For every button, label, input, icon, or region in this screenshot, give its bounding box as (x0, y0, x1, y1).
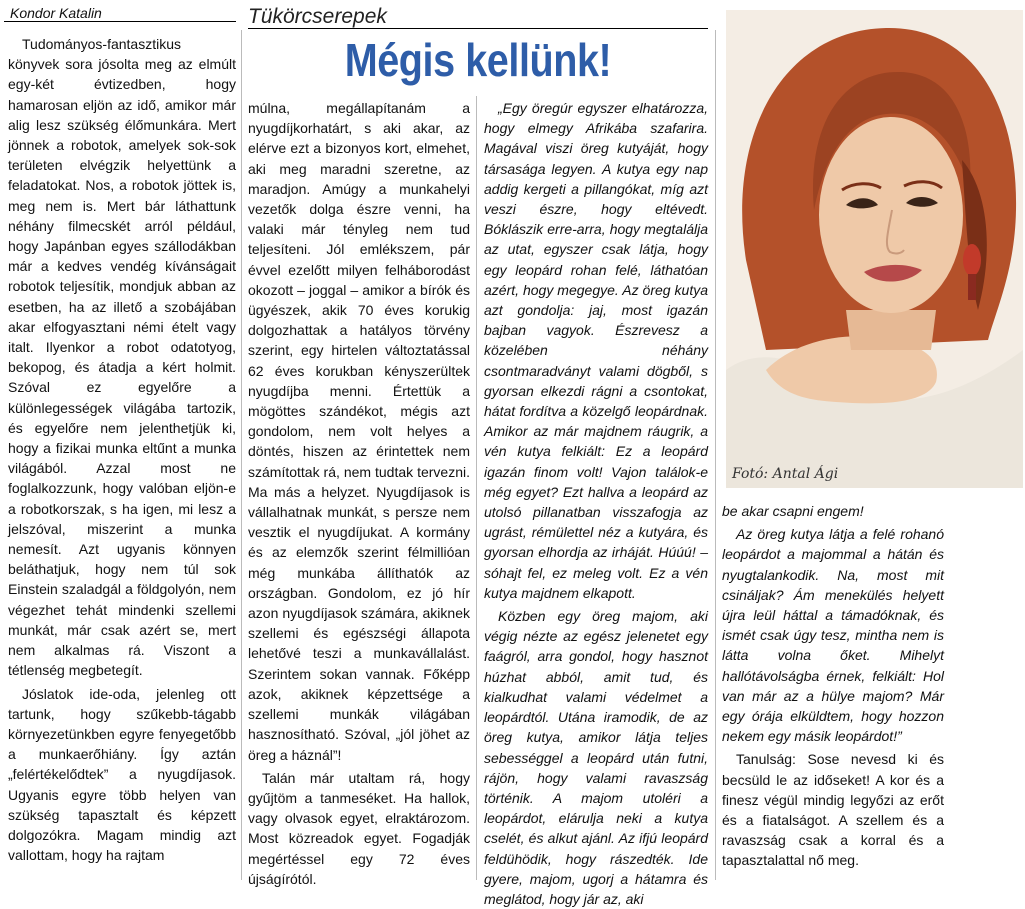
paragraph: Az öreg kutya látja a felé rohanó leopárdot a majommal a hátán és nyugtalankodik. Na, most mit csináljak? Ám menekülés helyett újra leül háttal a támadóknak, és ismét csak úgy tesz, mintha nem is látta volna őket. Mihelyt hallótávolságba érnek, felkiált: Hol van már az a hülye majom? Már egy órája elküldtem, hogy hozzon nekem egy másik leopárdot!” (722, 526, 944, 745)
column-rubric: Tükörcserepek (248, 4, 708, 29)
paragraph: be akar csapni engem! (722, 503, 864, 519)
paragraph: „Egy öregúr egyszer elhatározza, hogy elmegy Afrikába szafarira. Magával viszi öreg kutyáját, hogy társasága legyen. A kutya egy nap addig kergeti a pillangókat, míg azt veszi észre, hogy eltévedt. Bóklászik erre-arra, hogy megtalálja az utat, egyszer csak látja, hogy egy leopárd rohan felé, láthatóan azért, hogy megegye. Az öreg kutya azt gondolja: jaj, most igazán bajban vagyok. Észrevesz a közelében néhány csontmaradványt valami dögből, s gyorsan elkezdi rágni a csontokat, hátat fordítva a közelgő leopárdnak. Amikor az már majdnem ráugrik, a vén kutya felkiált: Ez a leopárd igazán finom volt! Vajon találok-e még egyet? Ezt hallva a leopárd az utolsó pillanatban visszafogja az ugrást, rémülettel néz a kutyára, és gyorsan elhordja az irháját. Húúú! – sóhajt fel, ez meleg volt. Ez a vén kutya majdnem elkapott. (484, 100, 708, 601)
author-byline: Kondor Katalin (4, 4, 236, 22)
column-separator (715, 30, 716, 880)
paragraph: Tudományos-fantasztikus könyvek sora jósolta meg az elmúlt egy-két évtizedben, hogy hamarosan eljön az idő, amikor már alig lesz szükség élőmunkára. Mert jönnek a robotok, amelyek sok-sok területen elvégzik helyettünk a feladatokat. Nos, a robotok jöttek is, meg nem is. Mert bár láthattunk néhány filmecskét arról például, hogy Japánban egyes szállodákban már a kedves vendég kívánságait robotok teljesítik, mondjuk abban az esetben, ha az illető a szobájában akar elfogyasztani némi ételt vagy italt. Ilyenkor a robot odatotyog, bekopog, és átadja a kért holmit. Szóval ez egyelőre a különlegességek világába tartozik, és egyelőre nem jelenthetjük ki, hogy a fizikai munka eltűnt a munka világából. Azzal most ne foglalkozzunk, hogy valóban eljön-e a robotkorszak, s ha igen, mi lesz a jelszóval, miszerint a munka nemesít. Azt ugyanis könnyen beláthatjuk, hogy nem túl sok Einstein szaladgál a földgolyón, nem végezhet tehát mindenki szellemi munkát, már csak azért se, mert nem alkalmas rá. Viszont a tétlenség megbetegít. (8, 36, 236, 679)
column-separator (241, 30, 242, 880)
article-column-3 (484, 98, 708, 909)
paragraph: Közben egy öreg majom, aki végig nézte az egész jelenetet egy faágról, arra gondol, hogy hasznot húzhat abból, amit tud, és kialkudhat valami védelmet a leopárdtól. Utána iramodik, de az öreg kutya, amikor látja teljes sebességgel a leopárd után futni, rájön, hogy valami ravaszság történik. A majom utoléri a leopárdot, elárulja neki a kutya cselét, és alkut ajánl. Az ifjú leopárd feldühödik, hogy rászedték. Ide gyere, majom, ugorj a hátamra és meglátod, hogy jár az, aki (484, 608, 708, 907)
paragraph: múlna, megállapítanám a nyugdíjkorhatárt, s aki akar, az elérve ezt a bizonyos kort, elmehet, aki meg maradni szeretne, az maradjon. Amúgy a munkahelyi vezetők dolga észre venni, ha valaki már tényleg nem tud teljesíteni. Jól emlékszem, pár évvel ezelőtt milyen felháborodást okozott – joggal – amikor a bírók és ügyészek, akik 70 éves korukig dolgozhattak a hatályos törvény szerint, egy hirtelen változtatással 62 éves korukban kényszerültek nyugdíjba menni. Értettük a mögöttes szándékot, mégis azt gondolom, nem volt helyes a döntés, hiszen az érintettek nem számítottak rá, nem tudtak tervezni. Ma más a helyzet. Nyugdíjasok is vállalhatnak munkát, s persze nem vesztik el nyugdíjukat. A kormány és az elemzők szerint félmillióan még munkába állíthatók az országban. Gondolom, ez jó hír azon nyugdíjasok számára, akiknek szellemi és egészségi állapota lehetővé teszi a munkavállalást. Szerintem sokan vannak. Főképp azok, akiknek képzettsége a szellemi munkák világában hasznosítható. Szóval, „jól jöhet az öreg a háznál”! (248, 100, 470, 763)
author-portrait-photo (726, 10, 1023, 488)
portrait-illustration (726, 10, 1023, 488)
article-title: Mégis kellünk! (344, 34, 612, 86)
photo-credit: Fotó: Antal Ági (732, 466, 839, 482)
article-column-4 (722, 501, 944, 871)
article-column-2 (248, 98, 470, 889)
paragraph: Tanulság: Sose nevesd ki és becsüld le az időseket! A kor és a finesz végül mindig legyőzi az erőt és a fiatalságot. A szellem és a ravaszság csak a korral és a tapasztalattal nő meg. (722, 751, 944, 869)
paragraph: Jóslatok ide-oda, jelenleg ott tartunk, hogy szűkebb-tágabb környezetünkben egyre fenyegetőbb a munkaerőhiány. Így aztán „felértékelődtek” a nyugdíjasok. Ugyanis egyre több helyen van szükség tapasztalt és képzett dolgozókra. Magam mindig azt vallottam, hogy ha rajtam (8, 685, 236, 864)
article-column-1 (8, 34, 236, 865)
column-separator (476, 96, 477, 880)
paragraph: Talán már utaltam rá, hogy gyűjtöm a tanmeséket. Ha hallok, vagy olvasok egyet, elraktározom. Most közreadok egyet. Fogadják megértéssel egy 72 éves újságírótól. (248, 769, 470, 887)
